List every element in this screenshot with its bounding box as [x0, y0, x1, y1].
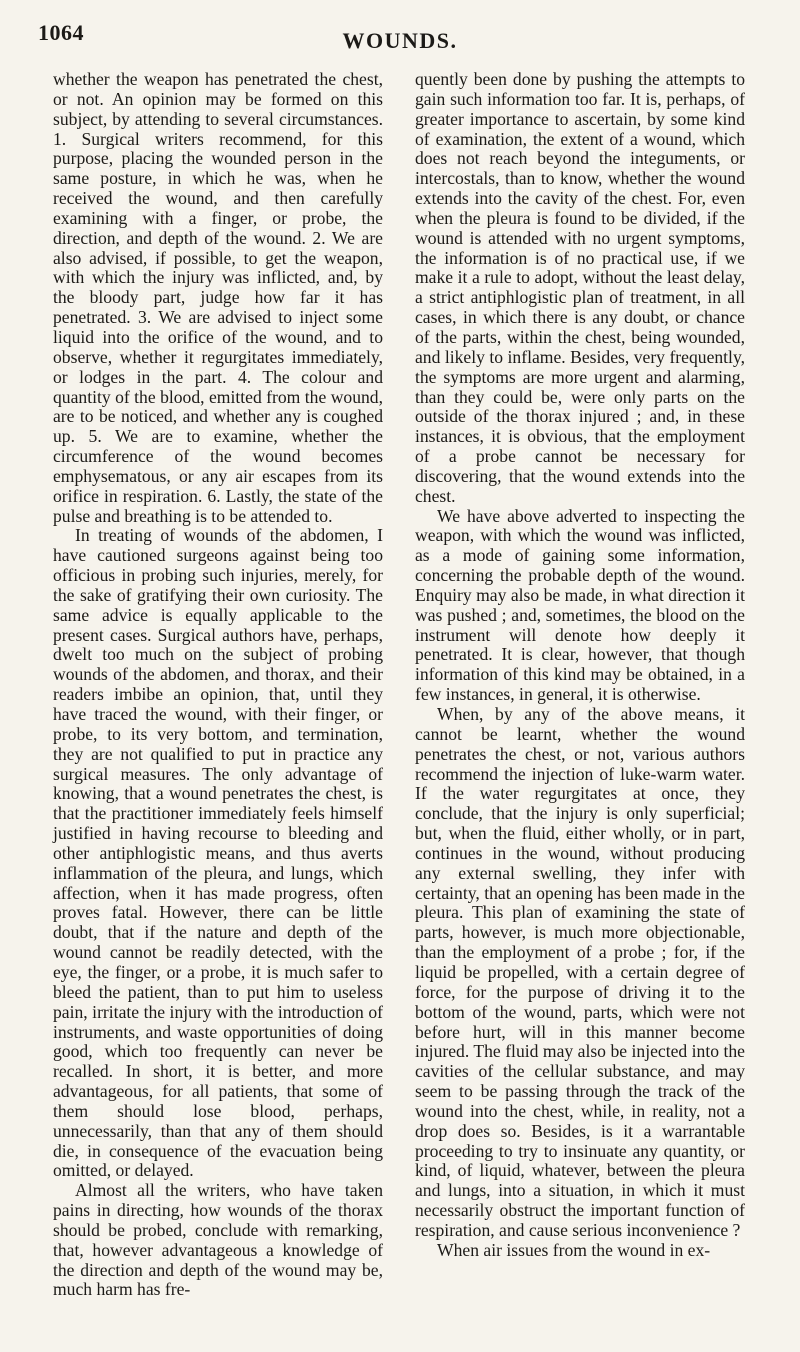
paragraph: Almost all the writers, who have taken pains in directing, how wounds of the thorax should be probed, conclude with remarking, that, however advantageous a knowledge of the direction and depth of the wound may be, much harm has fre-: [53, 1180, 383, 1300]
paragraph: We have above adverted to inspecting the weapon, with which the wound was inflicted, as a mode of gaining some information, concerning the probable depth of the wound. Enquiry may also be made, in what direction it was pushed ; and, sometimes, the blood on the instrument will denote how deeply it penetrated. It is clear, however, that though information of this kind may be obtained, in a few instances, in general, it is otherwise.: [415, 505, 745, 705]
page-header: [0, 18, 800, 58]
paragraph: When air issues from the wound in ex-: [437, 1239, 711, 1260]
page-number: 1064: [38, 20, 84, 45]
left-column: [53, 70, 383, 1300]
right-column: [415, 70, 745, 1261]
paragraph: whether the weapon has penetrated the chest, or not. An opinion may be formed on this subject, by attending to several circumstances. 1. Surgical writers recommend, for this purpose, placing the wounded person in the same posture, in which he was, when he received the wound, and then carefully examining with a finger, or probe, the direction, and depth of the wound. 2. We are also advised, if possible, to get the weapon, with which the injury was inflicted, and, by the bloody part, judge how far it has penetrated. 3. We are advised to inject some liquid into the orifice of the wound, and to observe, whether it regurgitates immediately, or lodges in the part. 4. The colour and quantity of the blood, emitted from the wound, are to be noticed, and whether any is coughed up. 5. We are to examine, whether the circumference of the wound becomes emphysematous, or any air escapes from its orifice in respiration. 6. Lastly, the state of the pulse and breathing is to be attended to.: [53, 69, 383, 526]
paragraph: quently been done by pushing the attempts to gain such information too far. It is, perhaps, of greater importance to ascertain, by some kind of examination, the extent of a wound, which does not reach beyond the integuments, or intercostals, than to know, whether the wound extends into the cavity of the chest. For, even when the pleura is found to be divided, if the wound is attended with no urgent symptoms, the information is of no practical use, if we make it a rule to adopt, without the least delay, a strict antiphlogistic plan of treatment, in all cases, in which there is any doubt, or chance of the parts, within the chest, being wounded, and likely to inflame. Besides, very frequently, the symptoms are more urgent and alarming, than they could be, were only parts on the outside of the thorax injured ; and, in these instances, it is obvious, that the employment of a probe cannot be necessary for discovering, that the wound extends into the chest.: [415, 69, 745, 506]
running-head: WOUNDS.: [342, 28, 458, 53]
paragraph: When, by any of the above means, it cannot be learnt, whether the wound penetrates the chest, or not, various authors recommend the injection of luke-warm water. If the water regurgitates at once, they conclude, that the injury is only superficial; but, when the fluid, either wholly, or in part, continues in the wound, without producing any external swelling, they infer with certainty, that an opening has been made in the pleura. This plan of examining the state of parts, however, is much more objectionable, than the employment of a probe ; for, if the liquid be propelled, with a certain degree of force, for the purpose of driving it to the bottom of the wound, parts, which were not before hurt, will in this manner become injured. The fluid may also be injected into the cavities of the cellular substance, and may seem to be passing through the track of the wound into the chest, while, in reality, not a drop does so. Besides, is it a warrantable proceeding to try to insinuate any quantity, or kind, of liquid, whatever, between the pleura and lungs, into a situation, in which it must necessarily obstruct the important function of respiration, and cause serious inconvenience ?: [415, 704, 745, 1240]
paragraph: In treating of wounds of the abdomen, I have cautioned surgeons against being too officious in probing such injuries, merely, for the sake of gratifying their own curiosity. The same advice is equally applicable to the present cases. Surgical authors have, perhaps, dwelt too much on the subject of probing wounds of the abdomen, and thorax, and their readers imbibe an opinion, that, until they have traced the wound, with their finger, or probe, to its very bottom, and termination, they are not qualified to put in practice any surgical measures. The only advantage of knowing, that a wound penetrates the chest, is that the practitioner immediately feels himself justified in having recourse to bleeding and other antiphlogistic means, and thus averts inflammation of the pleura, and lungs, which affection, when it has made progress, often proves fatal. However, there can be little doubt, that if the nature and depth of the wound cannot be readily detected, with the eye, the finger, or a probe, it is much safer to bleed the patient, than to put him to useless pain, irritate the injury with the introduction of instruments, and waste opportunities of doing good, which too frequently can never be recalled. In short, it is better, and more advantageous, for all patients, that some of them should lose blood, perhaps, unnecessarily, than that any of them should die, in consequence of the evacuation being omitted, or delayed.: [53, 525, 383, 1181]
